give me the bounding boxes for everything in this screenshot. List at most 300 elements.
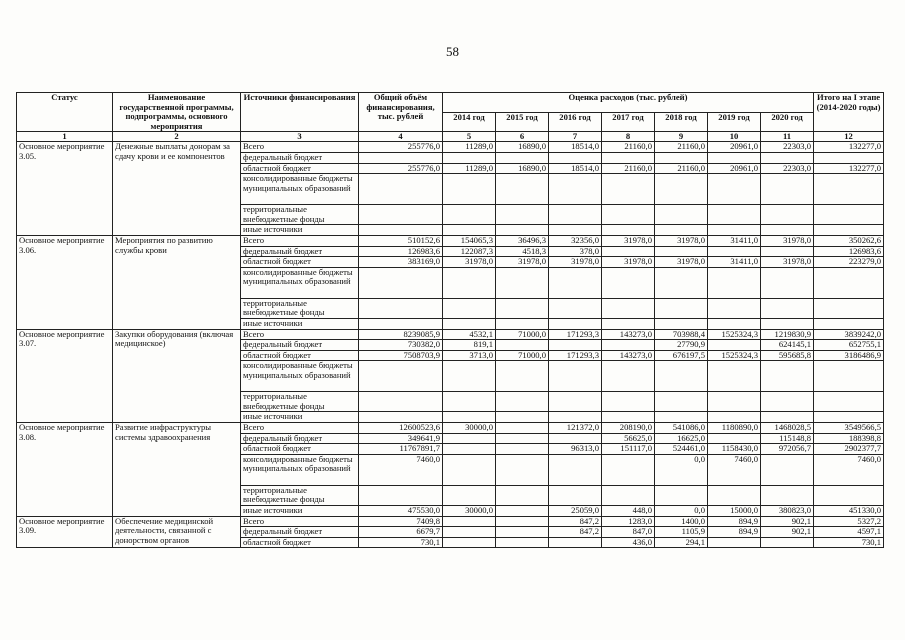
row-value-cell [761, 361, 814, 392]
row-value-cell [359, 225, 443, 236]
row-value-cell: 21160,0 [602, 163, 655, 174]
column-number: 5 [443, 132, 496, 142]
row-value-cell: 22303,0 [761, 163, 814, 174]
row-value-cell: 0,0 [655, 454, 708, 485]
row-value-cell: 20961,0 [708, 163, 761, 174]
row-value-cell: 7409,8 [359, 516, 443, 527]
row-value-cell: 20961,0 [708, 142, 761, 153]
row-value-cell: 11767891,7 [359, 444, 443, 455]
row-value-cell: 4532,1 [443, 329, 496, 340]
row-value-cell [761, 392, 814, 412]
row-value-cell: 121372,0 [549, 423, 602, 434]
row-value-cell: 223279,0 [814, 257, 884, 268]
row-funding-source: областной бюджет [241, 257, 359, 268]
row-value-cell: 380823,0 [761, 506, 814, 517]
row-value-cell: 652755,1 [814, 340, 884, 351]
row-value-cell: 171293,3 [549, 329, 602, 340]
row-value-cell [814, 412, 884, 423]
row-funding-source: территориальные внебюджетные фонды [241, 205, 359, 225]
row-value-cell [814, 267, 884, 298]
row-funding-source: территориальные внебюджетные фонды [241, 392, 359, 412]
row-status: Основное мероприятие 3.08. [17, 423, 113, 517]
row-value-cell [761, 298, 814, 318]
row-value-cell: 730,1 [359, 537, 443, 548]
row-value-cell: 31978,0 [496, 257, 549, 268]
row-activity-name: Мероприятия по развитию службы крови [113, 235, 241, 329]
row-value-cell [496, 454, 549, 485]
row-value-cell: 30000,0 [443, 506, 496, 517]
header-stage-total: Итого на I этапе (2014-2020 годы) [814, 93, 884, 132]
row-value-cell: 132277,0 [814, 163, 884, 174]
row-value-cell [708, 340, 761, 351]
row-value-cell: 11289,0 [443, 142, 496, 153]
row-value-cell: 894,9 [708, 516, 761, 527]
row-value-cell: 16890,0 [496, 142, 549, 153]
row-value-cell: 4518,3 [496, 246, 549, 257]
row-value-cell [655, 318, 708, 329]
row-value-cell [602, 485, 655, 505]
row-value-cell: 730382,0 [359, 340, 443, 351]
row-value-cell: 21160,0 [655, 163, 708, 174]
row-value-cell [359, 298, 443, 318]
row-value-cell: 126983,6 [814, 246, 884, 257]
row-value-cell: 595685,8 [761, 350, 814, 361]
row-value-cell: 16625,0 [655, 433, 708, 444]
row-value-cell [602, 454, 655, 485]
row-value-cell [761, 225, 814, 236]
row-value-cell [655, 298, 708, 318]
row-value-cell: 676197,5 [655, 350, 708, 361]
table-row [17, 329, 884, 340]
header-year: 2020 год [761, 112, 814, 132]
row-value-cell [496, 506, 549, 517]
row-funding-source: территориальные внебюджетные фонды [241, 485, 359, 505]
row-value-cell [443, 152, 496, 163]
row-value-cell: 115148,8 [761, 433, 814, 444]
row-value-cell [359, 361, 443, 392]
row-value-cell: 171293,3 [549, 350, 602, 361]
row-value-cell [655, 412, 708, 423]
row-value-cell: 96313,0 [549, 444, 602, 455]
row-value-cell: 524461,0 [655, 444, 708, 455]
row-value-cell [655, 246, 708, 257]
row-value-cell [549, 433, 602, 444]
row-funding-source: федеральный бюджет [241, 246, 359, 257]
row-value-cell [708, 433, 761, 444]
row-value-cell [708, 152, 761, 163]
row-value-cell [443, 318, 496, 329]
row-funding-source: консолидированные бюджеты муниципальных образований [241, 454, 359, 485]
row-value-cell [496, 225, 549, 236]
row-value-cell: 27790,9 [655, 340, 708, 351]
row-funding-source: федеральный бюджет [241, 340, 359, 351]
row-value-cell: 22303,0 [761, 142, 814, 153]
column-number: 11 [761, 132, 814, 142]
row-value-cell [655, 392, 708, 412]
row-value-cell [761, 318, 814, 329]
row-value-cell [655, 267, 708, 298]
row-value-cell [496, 267, 549, 298]
row-value-cell [708, 412, 761, 423]
row-value-cell: 126983,6 [359, 246, 443, 257]
header-status: Статус [17, 93, 113, 132]
row-value-cell: 3839242,0 [814, 329, 884, 340]
row-value-cell: 1400,0 [655, 516, 708, 527]
row-value-cell [602, 340, 655, 351]
row-value-cell: 71000,0 [496, 350, 549, 361]
column-number: 2 [113, 132, 241, 142]
table-row [17, 516, 884, 527]
row-funding-source: федеральный бюджет [241, 527, 359, 538]
header-year: 2017 год [602, 112, 655, 132]
row-value-cell: 541086,0 [655, 423, 708, 434]
row-funding-source: консолидированные бюджеты муниципальных образований [241, 361, 359, 392]
budget-table [16, 92, 884, 548]
row-value-cell [443, 412, 496, 423]
row-value-cell [549, 454, 602, 485]
row-funding-source: федеральный бюджет [241, 152, 359, 163]
row-funding-source: иные источники [241, 225, 359, 236]
row-value-cell [708, 318, 761, 329]
row-value-cell: 1525324,3 [708, 329, 761, 340]
row-value-cell [761, 537, 814, 548]
row-value-cell: 56625,0 [602, 433, 655, 444]
row-value-cell [549, 318, 602, 329]
row-value-cell [549, 392, 602, 412]
row-value-cell [602, 205, 655, 225]
column-number: 4 [359, 132, 443, 142]
header-name: Наименование государственной программы, подпрограммы, основного мероприятия [113, 93, 241, 132]
row-funding-source: областной бюджет [241, 350, 359, 361]
row-value-cell [443, 225, 496, 236]
row-value-cell [708, 537, 761, 548]
row-value-cell: 7460,0 [359, 454, 443, 485]
row-value-cell: 0,0 [655, 506, 708, 517]
row-value-cell [708, 485, 761, 505]
row-value-cell: 208190,0 [602, 423, 655, 434]
row-value-cell: 1219830,9 [761, 329, 814, 340]
row-value-cell: 4597,1 [814, 527, 884, 538]
row-value-cell [496, 174, 549, 205]
row-value-cell: 3713,0 [443, 350, 496, 361]
row-value-cell: 151117,0 [602, 444, 655, 455]
row-value-cell: 730,1 [814, 537, 884, 548]
row-value-cell [496, 361, 549, 392]
row-value-cell [496, 516, 549, 527]
column-number: 9 [655, 132, 708, 142]
row-value-cell [359, 205, 443, 225]
row-activity-name: Обеспечение медицинской деятельности, связанной с донорством органов [113, 516, 241, 548]
row-value-cell: 902,1 [761, 516, 814, 527]
row-value-cell: 7460,0 [814, 454, 884, 485]
column-number: 6 [496, 132, 549, 142]
row-value-cell [708, 174, 761, 205]
row-activity-name: Развитие инфраструктуры системы здравоохранения [113, 423, 241, 517]
row-value-cell: 894,9 [708, 527, 761, 538]
row-value-cell: 12600523,6 [359, 423, 443, 434]
table-row [17, 235, 884, 246]
page-number: 58 [446, 44, 459, 59]
row-value-cell [549, 152, 602, 163]
row-funding-source: Всего [241, 516, 359, 527]
row-value-cell [814, 205, 884, 225]
row-value-cell [655, 225, 708, 236]
row-value-cell: 32356,0 [549, 235, 602, 246]
row-value-cell: 31978,0 [602, 235, 655, 246]
row-value-cell: 31978,0 [443, 257, 496, 268]
row-value-cell: 31978,0 [655, 235, 708, 246]
row-value-cell [496, 318, 549, 329]
header-estimate-group: Оценка расходов (тыс. рублей) [443, 93, 814, 113]
row-funding-source: территориальные внебюджетные фонды [241, 298, 359, 318]
row-funding-source: иные источники [241, 506, 359, 517]
row-value-cell: 31978,0 [602, 257, 655, 268]
row-value-cell: 819,1 [443, 340, 496, 351]
row-value-cell [549, 537, 602, 548]
row-value-cell [602, 152, 655, 163]
row-value-cell: 436,0 [602, 537, 655, 548]
row-value-cell [443, 205, 496, 225]
row-value-cell [496, 527, 549, 538]
row-value-cell [655, 361, 708, 392]
row-value-cell [761, 485, 814, 505]
row-value-cell [761, 267, 814, 298]
row-funding-source: Всего [241, 423, 359, 434]
row-value-cell [549, 485, 602, 505]
row-value-cell [359, 485, 443, 505]
row-value-cell: 31978,0 [761, 257, 814, 268]
row-value-cell [549, 298, 602, 318]
row-value-cell: 3186486,9 [814, 350, 884, 361]
row-value-cell [814, 318, 884, 329]
row-value-cell [496, 423, 549, 434]
row-funding-source: областной бюджет [241, 537, 359, 548]
row-value-cell [496, 433, 549, 444]
row-value-cell: 902,1 [761, 527, 814, 538]
row-value-cell: 11289,0 [443, 163, 496, 174]
table-row [17, 142, 884, 153]
column-number: 1 [17, 132, 113, 142]
column-number: 12 [814, 132, 884, 142]
row-status: Основное мероприятие 3.06. [17, 235, 113, 329]
row-value-cell [761, 454, 814, 485]
row-value-cell: 378,0 [549, 246, 602, 257]
row-value-cell: 255776,0 [359, 142, 443, 153]
row-value-cell [761, 152, 814, 163]
row-status: Основное мероприятие 3.05. [17, 142, 113, 236]
row-value-cell [359, 412, 443, 423]
row-value-cell [359, 267, 443, 298]
row-value-cell [359, 392, 443, 412]
row-value-cell [359, 152, 443, 163]
header-year: 2018 год [655, 112, 708, 132]
row-value-cell [708, 392, 761, 412]
row-value-cell: 703988,4 [655, 329, 708, 340]
column-number-row [17, 132, 884, 142]
row-value-cell [708, 246, 761, 257]
row-value-cell [602, 361, 655, 392]
row-value-cell: 6679,7 [359, 527, 443, 538]
row-funding-source: иные источники [241, 318, 359, 329]
row-funding-source: иные источники [241, 412, 359, 423]
row-value-cell: 143273,0 [602, 329, 655, 340]
row-value-cell [602, 174, 655, 205]
row-value-cell: 349641,9 [359, 433, 443, 444]
row-value-cell: 847,0 [602, 527, 655, 538]
row-funding-source: консолидированные бюджеты муниципальных образований [241, 267, 359, 298]
row-funding-source: областной бюджет [241, 163, 359, 174]
row-value-cell: 451330,0 [814, 506, 884, 517]
row-value-cell: 31978,0 [761, 235, 814, 246]
row-value-cell [496, 537, 549, 548]
row-value-cell [708, 267, 761, 298]
row-value-cell [359, 174, 443, 205]
row-value-cell: 31411,0 [708, 257, 761, 268]
row-value-cell [814, 152, 884, 163]
row-value-cell [443, 174, 496, 205]
row-value-cell: 31978,0 [655, 257, 708, 268]
column-number: 7 [549, 132, 602, 142]
row-value-cell: 7460,0 [708, 454, 761, 485]
row-value-cell: 18514,0 [549, 142, 602, 153]
row-value-cell: 255776,0 [359, 163, 443, 174]
row-value-cell [443, 361, 496, 392]
table-body [17, 142, 884, 548]
row-value-cell [359, 318, 443, 329]
row-value-cell: 143273,0 [602, 350, 655, 361]
row-funding-source: консолидированные бюджеты муниципальных образований [241, 174, 359, 205]
row-value-cell [549, 225, 602, 236]
row-value-cell [496, 340, 549, 351]
row-value-cell [549, 412, 602, 423]
row-value-cell: 71000,0 [496, 329, 549, 340]
row-value-cell [814, 361, 884, 392]
row-value-cell: 475530,0 [359, 506, 443, 517]
row-value-cell [814, 174, 884, 205]
row-value-cell: 1283,0 [602, 516, 655, 527]
row-value-cell: 350262,6 [814, 235, 884, 246]
row-value-cell: 294,1 [655, 537, 708, 548]
row-status: Основное мероприятие 3.07. [17, 329, 113, 423]
row-value-cell [496, 444, 549, 455]
row-value-cell: 1525324,3 [708, 350, 761, 361]
row-funding-source: областной бюджет [241, 444, 359, 455]
table-header [17, 93, 884, 142]
row-value-cell [655, 152, 708, 163]
row-value-cell [496, 298, 549, 318]
row-value-cell: 972056,7 [761, 444, 814, 455]
row-value-cell [708, 225, 761, 236]
row-value-cell: 36496,3 [496, 235, 549, 246]
row-value-cell: 624145,1 [761, 340, 814, 351]
row-value-cell [814, 225, 884, 236]
row-value-cell [443, 267, 496, 298]
row-value-cell [602, 318, 655, 329]
row-value-cell: 1105,9 [655, 527, 708, 538]
row-value-cell: 16890,0 [496, 163, 549, 174]
row-value-cell: 8239085,9 [359, 329, 443, 340]
header-total-volume: Общий объём финансирования, тыс. рублей [359, 93, 443, 132]
row-value-cell [708, 361, 761, 392]
row-value-cell: 1180890,0 [708, 423, 761, 434]
row-value-cell [443, 485, 496, 505]
row-value-cell: 7508703,9 [359, 350, 443, 361]
column-number: 3 [241, 132, 359, 142]
row-value-cell [496, 152, 549, 163]
row-funding-source: Всего [241, 329, 359, 340]
row-value-cell: 21160,0 [655, 142, 708, 153]
row-value-cell: 2902377,7 [814, 444, 884, 455]
row-value-cell [814, 298, 884, 318]
header-year: 2015 год [496, 112, 549, 132]
row-value-cell: 25059,0 [549, 506, 602, 517]
row-value-cell [655, 485, 708, 505]
row-value-cell [443, 537, 496, 548]
row-value-cell: 21160,0 [602, 142, 655, 153]
row-value-cell [443, 516, 496, 527]
row-value-cell [602, 392, 655, 412]
row-value-cell [549, 174, 602, 205]
row-value-cell [814, 485, 884, 505]
row-value-cell [443, 433, 496, 444]
row-funding-source: Всего [241, 142, 359, 153]
row-value-cell [602, 267, 655, 298]
row-value-cell [443, 454, 496, 485]
row-value-cell [602, 298, 655, 318]
row-value-cell: 1158430,0 [708, 444, 761, 455]
row-value-cell: 154065,3 [443, 235, 496, 246]
row-value-cell [761, 246, 814, 257]
row-value-cell [602, 225, 655, 236]
row-value-cell [655, 205, 708, 225]
row-value-cell [602, 412, 655, 423]
row-value-cell: 30000,0 [443, 423, 496, 434]
row-funding-source: федеральный бюджет [241, 433, 359, 444]
row-activity-name: Денежные выплаты донорам за сдачу крови и ее компонентов [113, 142, 241, 236]
row-value-cell [549, 340, 602, 351]
row-value-cell [761, 174, 814, 205]
header-year: 2014 год [443, 112, 496, 132]
row-value-cell [549, 205, 602, 225]
row-value-cell [443, 392, 496, 412]
row-value-cell [496, 392, 549, 412]
row-value-cell: 847,2 [549, 516, 602, 527]
table-row [17, 423, 884, 434]
row-value-cell: 510152,6 [359, 235, 443, 246]
row-value-cell [443, 444, 496, 455]
row-funding-source: Всего [241, 235, 359, 246]
row-value-cell: 31411,0 [708, 235, 761, 246]
row-value-cell: 5327,2 [814, 516, 884, 527]
row-value-cell [443, 298, 496, 318]
header-year: 2019 год [708, 112, 761, 132]
row-value-cell [655, 174, 708, 205]
row-value-cell [708, 298, 761, 318]
row-value-cell: 18514,0 [549, 163, 602, 174]
row-value-cell [602, 246, 655, 257]
row-value-cell [761, 412, 814, 423]
row-value-cell [443, 527, 496, 538]
row-value-cell [496, 205, 549, 225]
row-value-cell [496, 412, 549, 423]
row-value-cell [549, 361, 602, 392]
row-value-cell: 3549566,5 [814, 423, 884, 434]
column-number: 8 [602, 132, 655, 142]
row-value-cell: 15000,0 [708, 506, 761, 517]
row-value-cell [708, 205, 761, 225]
row-value-cell [549, 267, 602, 298]
row-value-cell: 383169,0 [359, 257, 443, 268]
